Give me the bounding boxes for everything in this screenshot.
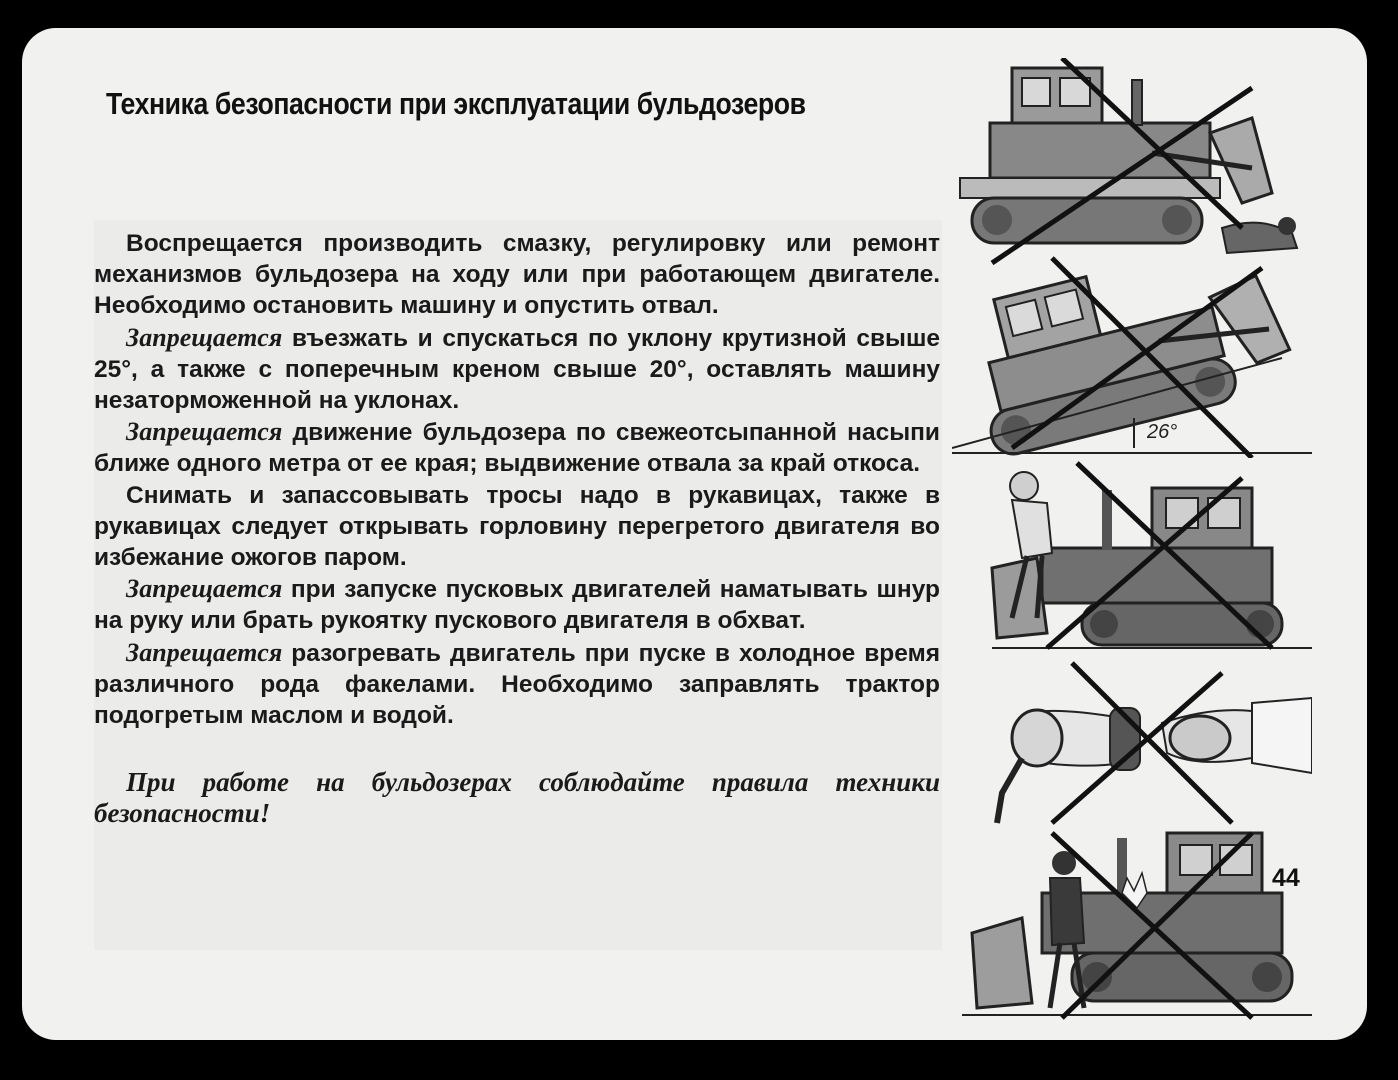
rule-body: при запуске пусковых двигателей наматывать шнур на руку или брать рукоятку пускового двигателя в обхват.	[94, 576, 940, 635]
rule-lead: Запрещается	[126, 417, 283, 447]
slope-angle-label: 26°	[1147, 421, 1178, 443]
rule-slope	[94, 322, 940, 417]
page-title: Техника безопасности при эксплуатации бульдозеров	[106, 86, 806, 121]
starter-cord-hands-illustration	[952, 653, 1312, 828]
rule-lead: Запрещается	[126, 322, 283, 352]
bulldozer-on-slope-illustration	[952, 248, 1312, 458]
rule-gloves: Снимать и запассовывать тросы надо в рукавицах, также в рукавицах следует открывать горловину перегретого двигателя во избежание ожогов паром.	[94, 481, 940, 572]
rule-body: разогревать двигатель при пуске в холодное время различного рода факелами. Необходимо заправлять трактор подогретым маслом и водой.	[94, 639, 940, 730]
slide	[22, 28, 1367, 1040]
rule-body: въезжать и спускаться по уклону крутизной свыше 25°, а также с поперечным креном свыше 20°, оставлять машину незаторможенной на уклонах.	[94, 324, 940, 415]
rule-body: движение бульдозера по свежеотсыпанной насыпи ближе одного метра от ее края; выдвижение отвала за край откоса.	[94, 419, 940, 478]
page-number: 44	[1272, 864, 1300, 892]
rule-starter-cord	[94, 573, 940, 636]
rule-lead: Запрещается	[126, 574, 283, 604]
bulldozer-under-repair-illustration	[952, 58, 1312, 268]
closing-note: При работе на бульдозерах соблюдайте правила техники безопасности!	[94, 767, 940, 829]
rule-lead: Запрещается	[126, 637, 283, 667]
rule-torches	[94, 637, 940, 732]
rule-lubrication: Воспрещается производить смазку, регулировку или ремонт механизмов бульдозера на ходу или при работающем двигателе. Необходимо остановить машину и опустить отвал.	[94, 230, 940, 320]
torch-heating-illustration	[952, 823, 1312, 1023]
body-text	[94, 228, 940, 830]
bulldozer-near-edge-illustration	[952, 458, 1312, 653]
rule-embankment	[94, 416, 940, 479]
